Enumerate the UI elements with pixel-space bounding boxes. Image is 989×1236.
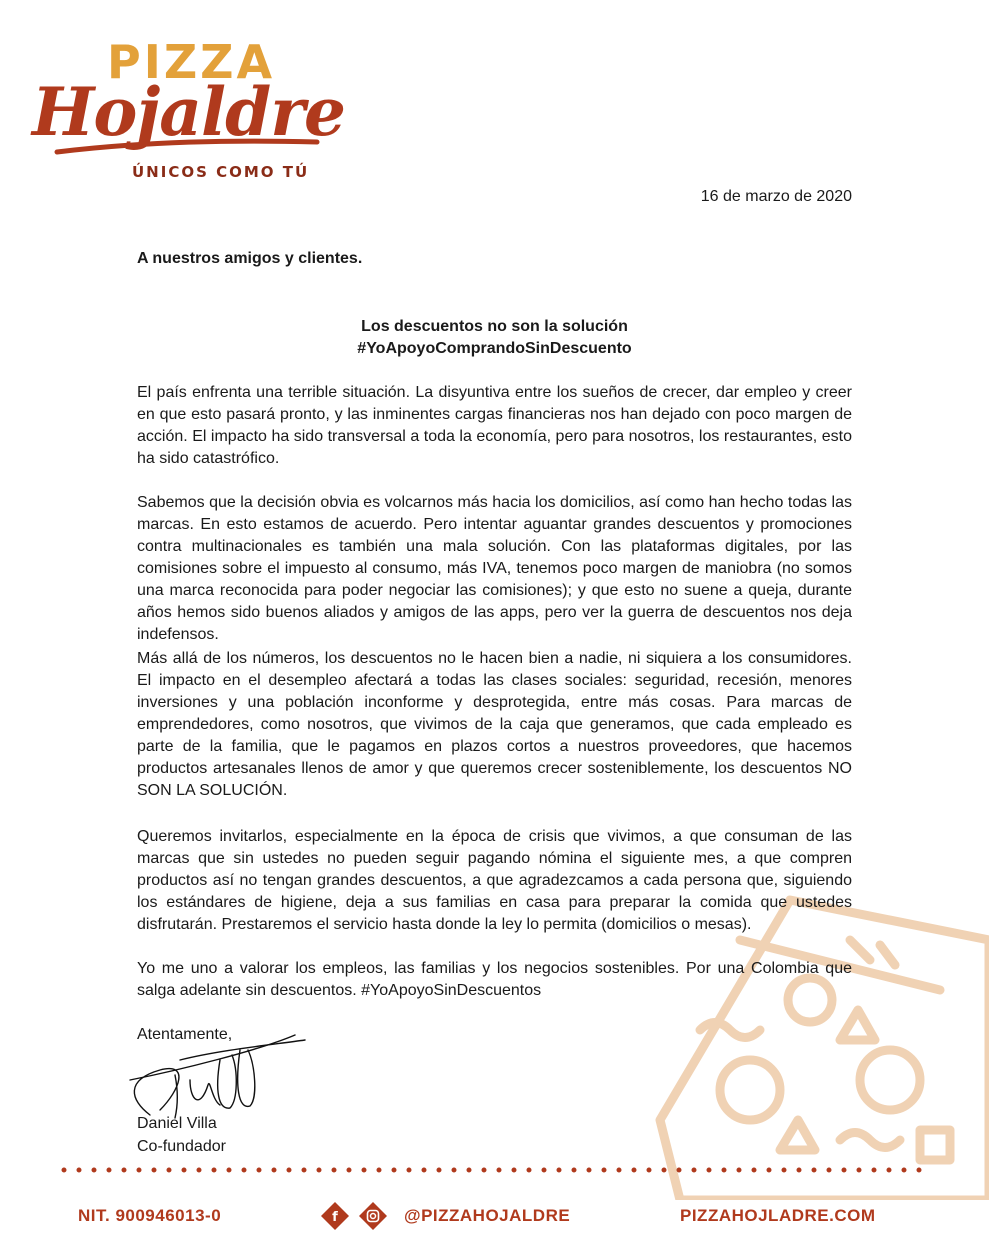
letter-closing: Atentamente, [137,1026,233,1043]
signer-name: Daniel Villa [137,1115,217,1132]
logo-pizza-text: PIZZA [107,35,276,89]
letter-title-block [137,316,852,360]
letter-paragraph: Más allá de los números, los descuentos no le hacen bien a nadie, ni siquiera a los consumidores. El impacto en el desempleo afectará a todas las clases sociales: seguridad, recesión, menores inversiones y una población inconforme y desprotegida, entre más cosas. Para marcas de emprendedores, como nosotros, que vivimos de la caja que generamos, que cada empleado es parte de la familia, que le pagamos en plazos cortos a nuestros proveedores, que hacemos productos artesanales llenos de amor y que queremos crecer sosteniblemente, los descuentos NO SON LA SOLUCIÓN. [137,650,852,799]
letter-hashtag-title: #YoApoyoComprandoSinDescuento [357,340,632,357]
letter-paragraph: Sabemos que la decisión obvia es volcarnos más hacia los domicilios, así como han hecho todas las marcas. En esto estamos de acuerdo. Pero intentar aguantar grandes descuentos y promociones contra multinacionales es también una mala solución. Con las plataformas digitales, por las comisiones sobre el impuesto al consumo, más IVA, tenemos poco margen de maniobra (no somos una marca reconocida para poder negociar las comisiones); y que esto no suene a queja, durante años hemos sido buenos aliados y amigos de las apps, pero ver la guerra de descuentos nos deja indefensos. [137,494,852,643]
letter-date: 16 de marzo de 2020 [700,188,852,205]
brand-logo [32,35,346,185]
footer-nit: NIT. 900946013-0 [78,1206,222,1225]
facebook-icon[interactable] [320,1201,350,1231]
footer-dotted-divider [60,1165,930,1175]
letter-greeting: A nuestros amigos y clientes. [137,250,363,267]
footer-social-handle[interactable]: @PIZZAHOJALDRE [404,1206,571,1225]
logo-tagline: ÚNICOS COMO TÚ [132,163,310,181]
svg-text:f: f [332,1210,338,1225]
letter-paragraph: Yo me uno a valorar los empleos, las familias y los negocios sostenibles. Por una Colombia que salga adelante sin descuentos. #YoApoyoSinDescuentos [137,960,852,999]
letter-title: Los descuentos no son la solución [361,318,628,335]
signer-role: Co-fundador [137,1138,226,1155]
logo-hojaldre-text: Hojaldre [32,73,346,151]
letter-paragraph: El país enfrenta una terrible situación. La disyuntiva entre los sueños de crecer, dar empleo y creer en que esto pasará pronto, y las inminentes cargas financieras nos han dejado con poco margen de acción. El impacto ha sido transversal a toda la economía, pero para nosotros, los restaurantes, esto ha sido catastrófico. [137,384,852,467]
footer-website[interactable]: PIZZAHOJLADRE.COM [680,1206,876,1225]
logo-swoosh [52,130,322,160]
instagram-icon[interactable] [358,1201,388,1231]
letter-paragraph: Queremos invitarlos, especialmente en la época de crisis que vivimos, a que consuman de las marcas que sin ustedes no pueden seguir pagando nómina el siguiente mes, a que compren productos así no tengan grandes descuentos, a que agradezcamos a cada persona que, siguiendo los estándares de higiene, deja a sus familias en casa para preparar la comida que ustedes disfrutarán. Prestaremos el servicio hasta donde la ley lo permita (domicilios o mesas). [137,828,852,933]
